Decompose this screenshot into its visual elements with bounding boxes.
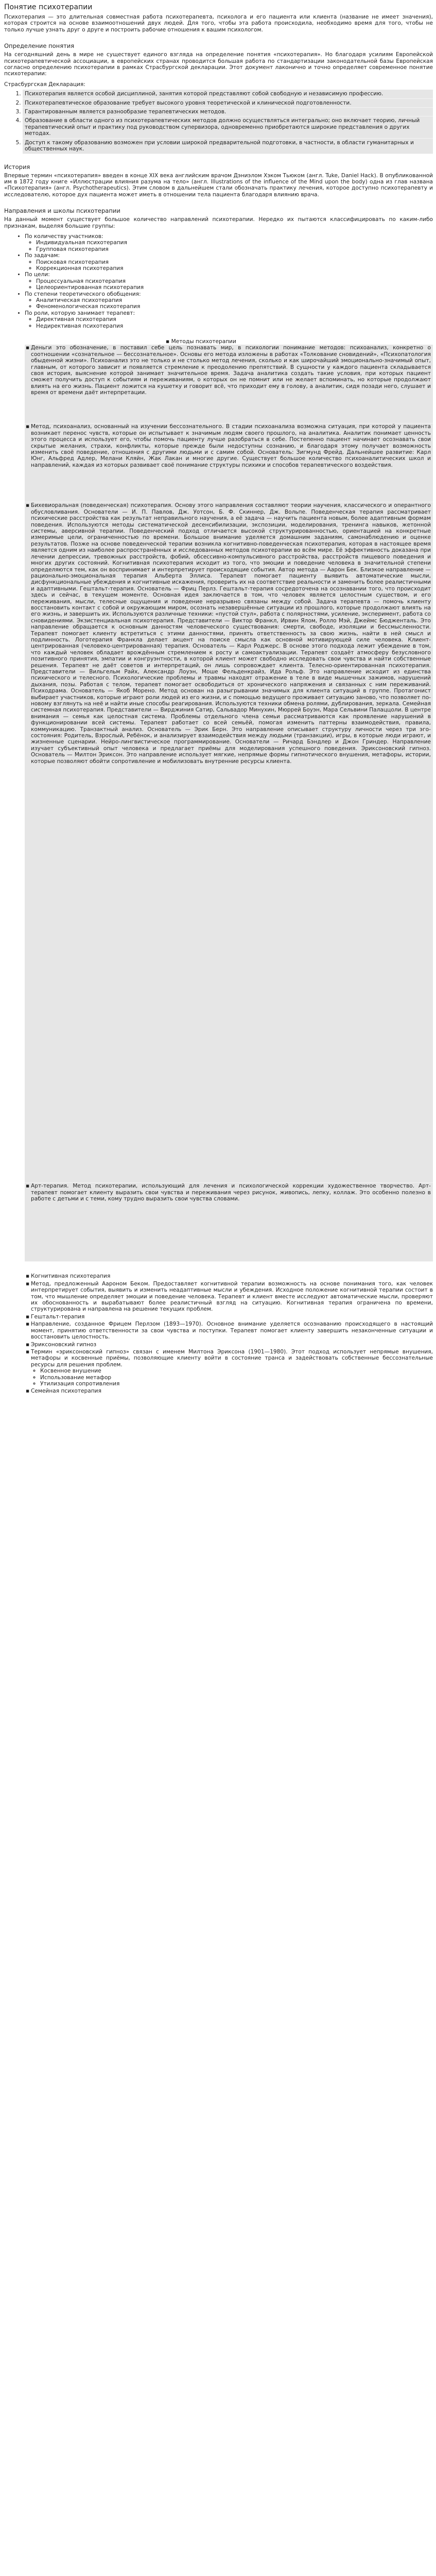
- classification-group-label: По задачам:: [25, 252, 60, 259]
- definition-paragraph: На сегодняшний день в мире не существует единого взгляда на определение понятия «психотерапия». Но благодаря усилиям Европейской психотерапевтической ассоциации, в европейских странах проводится большая работа по стандартизации законодательной базы Европейская согласно определению психотерапии в рамках Страсбургской декларации. Этот документ лаконично и точно определяет современное понятие психотерапии:: [4, 52, 433, 77]
- classification-item: ◦ Целеориентированная психотерапия: [36, 284, 433, 291]
- classification-group: [25, 233, 433, 252]
- tail-item-text: Семейная психотерапия: [31, 1388, 101, 1395]
- declaration-item: 2. Психотерапевтическое образование требует высокого уровня теоретической и клинической подготовленности.: [23, 99, 433, 108]
- tail-subitem: ◦ Утилизация сопротивления: [40, 1381, 433, 1387]
- classification-sublist: [25, 297, 433, 310]
- classification-group: [25, 291, 433, 310]
- classification-group-label: По степени теоретического обобщения:: [25, 291, 141, 297]
- classification-group: [25, 310, 433, 329]
- classification-sublist: [25, 240, 433, 252]
- classification-sublist: [25, 259, 433, 272]
- classification-group: [25, 272, 433, 291]
- tail-item-text: Метод, предложенный Аароном Беком. Предоставляет когнитивной терапии возможность на основе понимания того, как человек интерпретирует события, выявить и изменить неадаптивные мысли и убеждения. Исходное положение когнитивной терапии состоит в том, что мышление определяет эмоции и поведение человека. Терапевт и клиент вместе исследуют автоматические мысли, проверяют их обоснованность и вырабатывают более реалистичный взгляд на ситуацию. Когнитивная терапия ограничена по времени, структурирована и направлена на решение текущих проблем.: [31, 1280, 433, 1313]
- declaration-item: 5. Доступ к такому образованию возможен при условии широкой предварительной подготовки, в частности, в области гуманитарных и общественных наук.: [23, 139, 433, 154]
- tail-subitem: ◦ Косвенное внушение: [40, 1368, 433, 1374]
- intro-paragraph: Психотерапия — это длительная совместная работа психотерапевта, психолога и его пациента или клиента (название не имеет значения), которая строится на основе взаимоотношений двух людей. Для того, чтобы эта работа происходила, необходимо время для того, чтобы не только лучше узнать друг о друге и построить рабочие отношения к вашим психологом.: [4, 14, 433, 33]
- methods-heading-text: Методы психотерапии: [171, 338, 236, 345]
- tail-item-text: Направление, созданное Фрицем Перлзом (1893—1970). Основное внимание уделяется осознаванию происходящего в настоящий момент, принятию ответственности за свои чувства и поступки. Терапевт помогает клиенту завершить незаконченные ситуации и восстановить целостность.: [31, 1321, 433, 1341]
- declaration-item: 4. Образование в области одного из психотерапевтических методов должно осуществляться интегрально; оно включает теорию, личный терапевтический опыт и практику под руководством супервизора, одновременно приобретаются широкие представления о других методах.: [23, 116, 433, 138]
- classification-item: ◦ Групповая психотерапия: [36, 246, 433, 252]
- classification-item: ◦ Феноменологическая психотерапия: [36, 303, 433, 310]
- classification-group: [25, 252, 433, 272]
- history-heading: История: [4, 163, 30, 171]
- classification-item: ◦ Коррекционная психотерапия: [36, 265, 433, 272]
- declaration-list: [4, 90, 433, 154]
- tail-item-text: Термин «эриксоновский гипноз» связан с именем Милтона Эриксона (1901—1980). Этот подход использует непрямые внушения, метафоры и косвенные приёмы, позволяющие клиенту войти в состояние транса и задействовать собственные бессознательные ресурсы для решения проблем.: [31, 1348, 433, 1368]
- tail-subitem: ◦ Использование метафор: [40, 1375, 433, 1381]
- tail-item: [25, 1273, 433, 1279]
- classification-list: [4, 233, 433, 329]
- tail-item: [25, 1342, 433, 1348]
- classification-item: ◦ Аналитическая психотерапия: [36, 297, 433, 303]
- tail-item-text: Когнитивная психотерапия: [31, 1273, 111, 1280]
- declaration-item: 1. Психотерапия является особой дисциплиной, занятия которой представляют собой свободную и независимую профессию.: [23, 90, 433, 98]
- classification-item: ◦ Директивная психотерапия: [36, 316, 433, 323]
- method-item: ▪ Бихевиоральная (поведенческая) психотерапия. Основу этого направления составляют теории научения, классического и оперантного обусловливания. Основатели — И. П. Павлов, Дж. Уотсон, Б. Ф. Скиннер, Дж. Вольпе. Поведенческая терапия рассматривает психические расстройства как результат неправильного научения, а её задача — научить пациента новым, более адаптивным формам поведения. Используются методы систематической десенсибилизации, экспозиции, моделирования, тренинга навыков, жетонной системы, аверсивной терапии. Поведенческий подход отличается высокой структурированностью, ориентацией на конкретные измеримые цели, ограниченностью по времени. Большое внимание уделяется домашним заданиям, самонаблюдению и оценке результатов. Позже на основе поведенческой терапии возникла когнитивно-поведенческая психотерапия, которая в настоящее время является одним из наиболее распространённых и исследованных методов психотерапии во всём мире. Её эффективность доказана при лечении депрессии, тревожных расстройств, фобий, обсессивно-компульсивного расстройства, расстройств пищевого поведения и многих других состояний. Когнитивная психотерапия исходит из того, что эмоции и поведение человека в значительной степени определяются тем, как он воспринимает и интерпретирует происходящие события. Автор метода — Аарон Бек. Близкое направление — рационально-эмоциональная терапия Альберта Эллиса. Терапевт помогает пациенту выявить автоматические мысли, дисфункциональные убеждения и когнитивные искажения, проверить их на соответствие реальности и заменить более реалистичными и адаптивными. Гештальт-терапия. Основатель — Фриц Перлз. Гештальт-терапия сосредоточена на осознавании того, что происходит здесь и сейчас, в текущем моменте. Основная идея заключается в том, что человек является целостным существом, и его переживания, мысли, телесные ощущения и поведение неразрывно связаны между собой. Задача терапевта — помочь клиенту восстановить контакт с собой и окружающим миром, осознать незавершённые ситуации из прошлого, которые продолжают влиять на его жизнь, и завершить их. Используются различные техники: «пустой стул», работа с полярностями, усиление, эксперимент, работа со сновидениями. Экзистенциальная психотерапия. Представители — Виктор Франкл, Ирвин Ялом, Ролло Мэй, Джеймс Бюдженталь. Это направление обращается к основным данностям человеческого существования: смерти, свободе, изоляции и бессмысленности. Терапевт помогает клиенту встретиться с этими данностями, принять ответственность за свою жизнь, найти в ней смысл и подлинность. Логотерапия Франкла делает акцент на поиске смысла как основной мотивирующей силе человека. Клиент-центрированная (человеко-центрированная) терапия. Основатель — Карл Роджерс. В основе этого подхода лежит убеждение в том, что каждый человек обладает врождённым стремлением к росту и самоактуализации. Терапевт создаёт атмосферу безусловного позитивного принятия, эмпатии и конгруэнтности, в которой клиент может свободно исследовать свои чувства и найти собственные решения. Терапевт не даёт советов и интерпретаций, он лишь сопровождает клиента. Телесно-ориентированная психотерапия. Представители — Вильгельм Райх, Александр Лоуэн, Моше Фельденкрайз, Ида Рольф. Это направление исходит из единства психического и телесного. Психологические проблемы и травмы находят отражение в теле в виде мышечных зажимов, нарушений дыхания, позы. Работая с телом, терапевт помогает освободиться от хронического напряжения и связанных с ним переживаний. Психодрама. Основатель — Якоб Морено. Метод основан на разыгрывании значимых для клиента ситуаций в группе. Протагонист выбирает участников, которые играют роли людей из его жизни, и с помощью ведущего проживает ситуацию заново, что позволяет по-новому взглянуть на неё и найти иные способы реагирования. Используются техники обмена ролями, дублирования, зеркала. Семейная системная психотерапия. Представители — Вирджиния Сатир, Сальвадор Минухин, Мюррей Боуэн, Мара Сельвини Палаццоли. В центре внимания — семья как целостная система. Проблемы отдельного члена семьи рассматриваются как проявление нарушений в функционировании всей системы. Терапевт работает со всей семьёй, помогая изменить паттерны взаимодействия, правила, коммуникацию. Транзактный анализ. Основатель — Эрик Берн. Это направление описывает структуру личности через три эго-состояния: Родитель, Взрослый, Ребёнок, и анализирует взаимодействия между людьми (транзакции), игры, в которые люди играют, и жизненные сценарии. Нейро-лингвистическое программирование. Основатели — Ричард Бэндлер и Джон Гриндер. Направление изучает субъективный опыт человека и предлагает приёмы для моделирования успешного поведения. Эриксоновский гипноз. Основатель — Милтон Эриксон. Это направление использует мягкие, непрямые формы гипнотического внушения, метафоры, истории, которые позволяют обойти сопротивление и мобилизовать внутренние ресурсы клиента.: [25, 502, 433, 1183]
- method-item: ▪ Деньги это обозначение, в поставил себе цель познавать мир, в психологии понимание методов: психоанализ, конкретно о соотношении «сознательное — бессознательное». Основы его метода изложены в работах «Толкование сновидений», «Психопатология обыденной жизни». Психоанализ это не только и не столько метод лечения, сколько и как широчайший эмоционально-значимый опыт, главным, от которого зависит и появляется стремление к преодолению препятствий. В сущности у каждого пациента складывается своя история, выяснение которой занимает значительное время. Задача аналитика создать такие условия, при которых пациент сможет получить доступ к событиям и переживаниям, о которых он не помнит или не желает вспоминать, но которые продолжают влиять на его жизнь. Пациент ложится на кушетку и говорит всё, что приходит ему в голову, а аналитик, сидя позади него, слушает и время от времени даёт интерпретации.: [25, 345, 433, 423]
- classification-sublist: [25, 316, 433, 329]
- tail-list: [25, 1273, 433, 1394]
- tail-item: [25, 1281, 433, 1313]
- tail-sublist: [31, 1368, 433, 1387]
- classification-item: ◦ Поисковая психотерапия: [36, 259, 433, 265]
- classification-group-label: По количеству участников:: [25, 233, 103, 240]
- methods-list: [25, 345, 433, 1262]
- methods-heading: ▪ Методы психотерапии: [166, 338, 236, 345]
- page-title: Понятие психотерапии: [4, 3, 93, 11]
- method-item: ▪ Метод, психоанализ, основанный на изучении бессознательного. В стадии психоанализа возможна ситуация, при которой у пациента возникает перенос чувств, которые он испытывает к значимым людям своего прошлого, на аналитика. Аналитик понимает ценность этого процесса и использует его, чтобы помочь пациенту лучше разобраться в себе. Постепенно пациент начинает осознавать свои скрытые желания, страхи, конфликты, которые прежде были недоступны сознанию, и благодаря этому получает возможность изменить своё поведение, отношения с другими людьми и с самим собой. Основатель: Зигмунд Фрейд. Дальнейшее развитие: Карл Юнг, Альфред Адлер, Мелани Кляйн, Жак Лакан и многие другие. Существует большое количество психоаналитических школ и направлений, каждая из которых развивает своё понимание структуры психики и способов терапевтического воздействия.: [25, 423, 433, 502]
- schools-heading: Направления и школы психотерапии: [4, 207, 120, 215]
- definition-heading: Определение понятия: [4, 42, 75, 50]
- tail-item: [25, 1314, 433, 1320]
- tail-item-text: Гештальт-терапия: [31, 1313, 85, 1320]
- classification-group-label: По роли, которую занимает терапевт:: [25, 310, 135, 316]
- classification-item: ◦ Недирективная психотерапия: [36, 323, 433, 329]
- method-item: ▪ Арт-терапия. Метод психотерапии, использующий для лечения и психологической коррекции художественное творчество. Арт-терапевт помогает клиенту выразить свои чувства и переживания через рисунок, живопись, лепку, коллаж. Это особенно полезно в работе с детьми и с теми, кому трудно выразить свои чувства словами.: [25, 1183, 433, 1262]
- tail-item: [25, 1388, 433, 1394]
- history-paragraph: Впервые термин «психотерапия» введен в конце XIX века английским врачом Дэниэлом Хэком Тьюком (англ. Tuke, Daniel Hack). В опубликованной им в 1872 году книге «Иллюстрации влияния разума на тело» (англ. Illustrations of the influence of the Mind upon the body) одна из глав названа «Психотерапия» (англ. Psychotherapeutics). Этим словом в дальнейшем стали обозначать практику лечения, которое доступно психотерапевту и исследователю, которое дух пациента может иметь в отношении тела пациента благодаря влиянию врача.: [4, 172, 433, 198]
- declaration-item: 3. Гарантированным является разнообразие терапевтических методов.: [23, 108, 433, 116]
- strasbourg-label: Страсбургская Декларация:: [4, 81, 85, 88]
- classification-sublist: [25, 278, 433, 291]
- classification-group-label: По цели:: [25, 272, 50, 278]
- schools-paragraph: На данный момент существует большое количество направлений психотерапии. Нередко их пытаются классифицировать по каким-либо признакам, выделяя большие группы:: [4, 216, 433, 229]
- classification-item: ◦ Процессуальная психотерапия: [36, 278, 433, 284]
- tail-item: [25, 1321, 433, 1340]
- classification-item: ◦ Индивидуальная психотерапия: [36, 240, 433, 246]
- tail-item: [25, 1349, 433, 1387]
- tail-item-text: Эриксоновский гипноз: [31, 1341, 97, 1348]
